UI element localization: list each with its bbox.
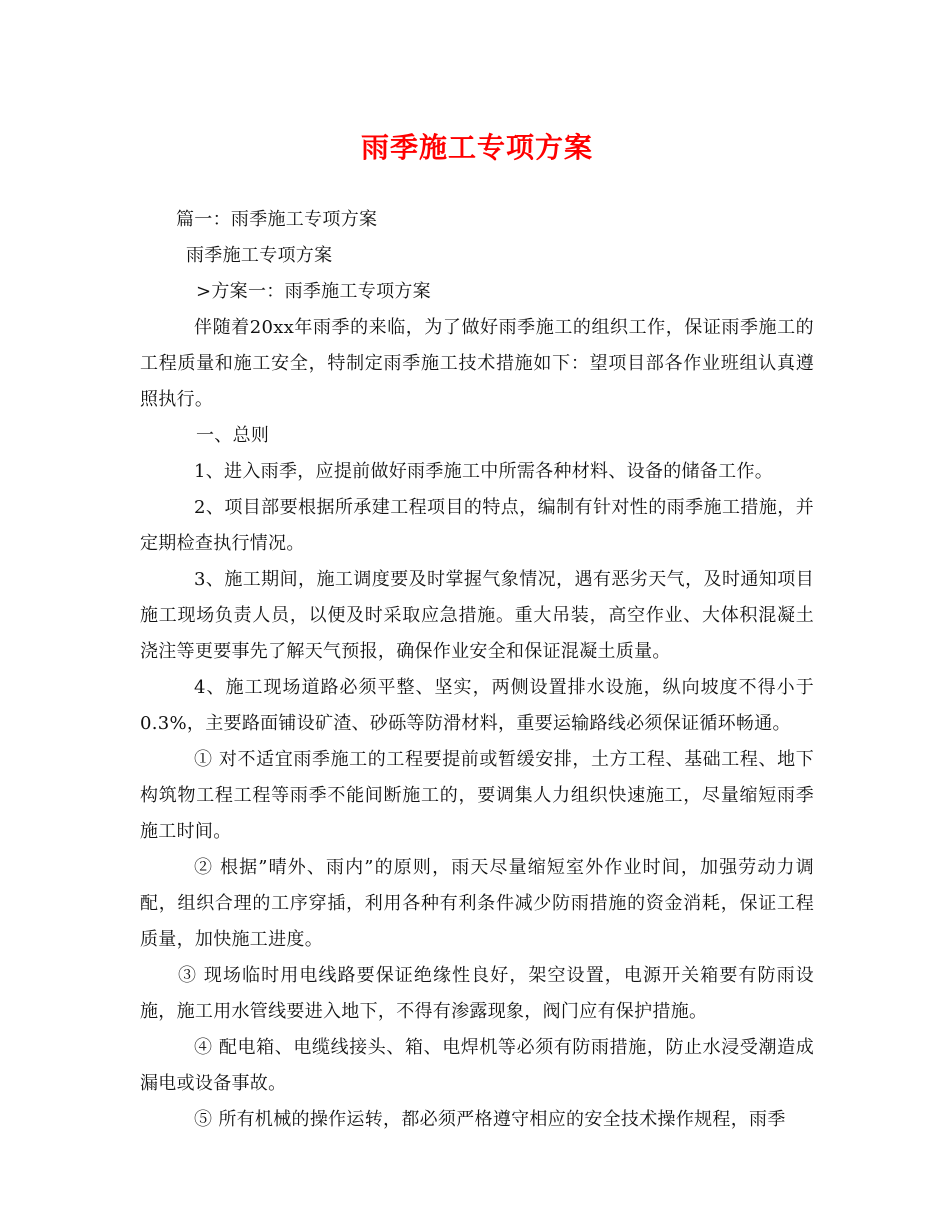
- paragraph-circled-3: ③ 现场临时用电线路要保证绝缘性良好，架空设置，电源开关箱要有防雨设施，施工用水管线要进入地下，不得有渗露现象，阀门应有保护措施。: [140, 965, 814, 1022]
- paragraph-circled-2: ② 根据”晴外、雨内”的原则，雨天尽量缩短室外作业时间，加强劳动力调配，组织合理的工序穿插，利用各种有利条件减少防雨措施的资金消耗，保证工程质量，加快施工进度。: [140, 857, 814, 950]
- paragraph-item-1: 1、进入雨季，应提前做好雨季施工中所需各种材料、设备的储备工作。: [194, 461, 774, 482]
- document-body: [140, 202, 814, 1138]
- paragraph-item-3: 3、施工期间，施工调度要及时掌握气象情况，遇有恶劣天气，及时通知项目施工现场负责人员，以便及时采取应急措施。重大吊装，高空作业、大体积混凝土浇注等更要事先了解天气预报，确保作业安全和保证混凝土质量。: [140, 569, 814, 662]
- paragraph-item-2: 2、项目部要根据所承建工程项目的特点，编制有针对性的雨季施工措施，并定期检查执行情况。: [140, 497, 814, 554]
- intro-paragraph: 伴随着20xx年雨季的来临，为了做好雨季施工的组织工作，保证雨季施工的工程质量和施工安全，特制定雨季施工技术措施如下：望项目部各作业班组认真遵照执行。: [140, 317, 814, 410]
- paragraph-circled-1: ① 对不适宜雨季施工的工程要提前或暂缓安排，土方工程、基础工程、地下构筑物工程工程等雨季不能间断施工的，要调集人力组织快速施工，尽量缩短雨季施工时间。: [140, 749, 814, 842]
- plan-heading: >方案一：雨季施工专项方案: [196, 281, 431, 302]
- general-heading: 一、总则: [196, 425, 270, 446]
- paragraph-item-4: 4、施工现场道路必须平整、坚实，两侧设置排水设施，纵向坡度不得小于0.3%，主要路面铺设矿渣、砂砾等防滑材料，重要运输路线必须保证循环畅通。: [140, 677, 814, 734]
- section-heading: 篇一：雨季施工专项方案: [176, 209, 378, 230]
- document-title: 雨季施工专项方案: [360, 131, 593, 164]
- paragraph-circled-5: ⑤ 所有机械的操作运转，都必须严格遵守相应的安全技术操作规程，雨季: [194, 1109, 786, 1130]
- subtitle: 雨季施工专项方案: [186, 245, 333, 266]
- paragraph-circled-4: ④ 配电箱、电缆线接头、箱、电焊机等必须有防雨措施，防止水浸受潮造成漏电或设备事故。: [140, 1037, 814, 1094]
